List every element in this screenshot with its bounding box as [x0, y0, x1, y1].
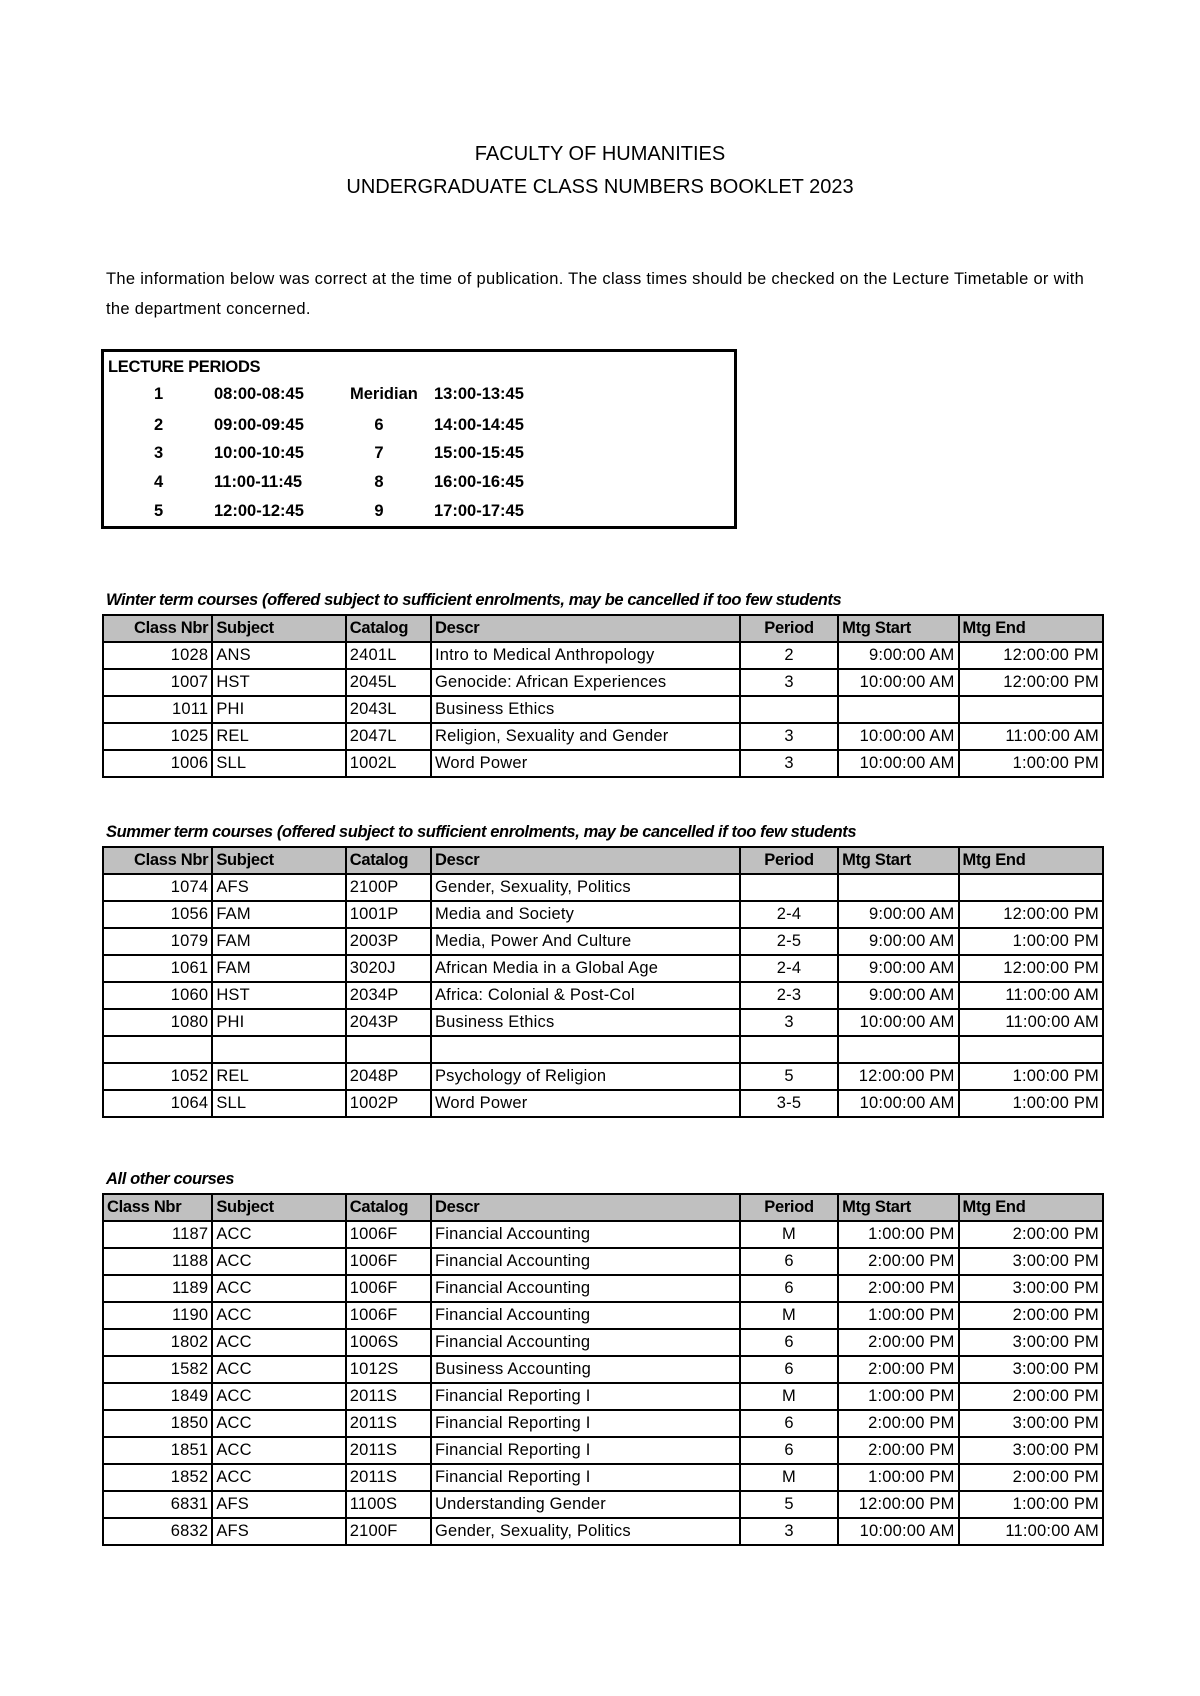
- cell-period: 2-4: [740, 955, 838, 982]
- cell-descr: Word Power: [431, 750, 740, 777]
- cell-catalog: 2043L: [346, 696, 431, 723]
- column-header-start: Mtg Start: [838, 1194, 958, 1221]
- summer-section-title: Summer term courses (offered subject to sufficient enrolments, may be cancelled if too few students: [106, 823, 857, 841]
- cell-catalog: 2011S: [346, 1437, 431, 1464]
- period-time: 12:00-12:45: [214, 502, 304, 520]
- cell-end: 12:00:00 PM: [959, 642, 1103, 669]
- cell-start: 9:00:00 AM: [838, 901, 958, 928]
- cell-end: 2:00:00 PM: [959, 1464, 1103, 1491]
- other-courses-table: [102, 1193, 1104, 1546]
- cell-end: 12:00:00 PM: [959, 955, 1103, 982]
- cell-catalog: 1006F: [346, 1302, 431, 1329]
- cell-subject: FAM: [212, 928, 345, 955]
- cell-nbr: 1080: [103, 1009, 212, 1036]
- cell-catalog: 1006S: [346, 1329, 431, 1356]
- cell-catalog: 1006F: [346, 1275, 431, 1302]
- cell-start: 2:00:00 PM: [838, 1410, 958, 1437]
- cell-subject: AFS: [212, 1491, 345, 1518]
- cell-subject: HST: [212, 669, 345, 696]
- cell-catalog: 2043P: [346, 1009, 431, 1036]
- cell-catalog: 1002L: [346, 750, 431, 777]
- cell-end: 11:00:00 AM: [959, 723, 1103, 750]
- cell-nbr: 1188: [103, 1248, 212, 1275]
- period-number: 1: [154, 385, 164, 403]
- table-row: [103, 1221, 1103, 1248]
- table-row: [103, 1383, 1103, 1410]
- cell-end: 1:00:00 PM: [959, 928, 1103, 955]
- column-header-nbr: Class Nbr: [103, 615, 212, 642]
- column-header-descr: Descr: [431, 615, 740, 642]
- cell-period: [740, 1036, 838, 1063]
- table-row: [103, 1437, 1103, 1464]
- table-row: [103, 1275, 1103, 1302]
- column-header-nbr: Class Nbr: [103, 1194, 212, 1221]
- cell-descr: African Media in a Global Age: [431, 955, 740, 982]
- cell-nbr: 1849: [103, 1383, 212, 1410]
- cell-period: 6: [740, 1329, 838, 1356]
- cell-subject: PHI: [212, 1009, 345, 1036]
- column-header-descr: Descr: [431, 1194, 740, 1221]
- cell-end: 3:00:00 PM: [959, 1248, 1103, 1275]
- cell-descr: Financial Reporting I: [431, 1383, 740, 1410]
- cell-start: 2:00:00 PM: [838, 1275, 958, 1302]
- table-row: [103, 1248, 1103, 1275]
- cell-catalog: 2045L: [346, 669, 431, 696]
- cell-descr: Psychology of Religion: [431, 1063, 740, 1090]
- period-time: 13:00-13:45: [434, 385, 524, 403]
- cell-start: 2:00:00 PM: [838, 1329, 958, 1356]
- cell-period: 6: [740, 1437, 838, 1464]
- column-header-catalog: Catalog: [346, 1194, 431, 1221]
- cell-end: 2:00:00 PM: [959, 1302, 1103, 1329]
- cell-catalog: [346, 1036, 431, 1063]
- lecture-period-row: [104, 473, 734, 497]
- table-row: [103, 874, 1103, 901]
- cell-nbr: 1064: [103, 1090, 212, 1117]
- table-row: [103, 982, 1103, 1009]
- cell-descr: Religion, Sexuality and Gender: [431, 723, 740, 750]
- cell-start: 1:00:00 PM: [838, 1464, 958, 1491]
- cell-period: 2-3: [740, 982, 838, 1009]
- intro-text: The information below was correct at the time of publication. The class times should be checked on the Lecture Timetable or with the department concerned.: [106, 270, 1085, 318]
- cell-subject: ACC: [212, 1356, 345, 1383]
- cell-start: 1:00:00 PM: [838, 1302, 958, 1329]
- cell-nbr: 1851: [103, 1437, 212, 1464]
- cell-start: 10:00:00 AM: [838, 723, 958, 750]
- cell-period: M: [740, 1302, 838, 1329]
- cell-nbr: 1852: [103, 1464, 212, 1491]
- cell-end: 12:00:00 PM: [959, 901, 1103, 928]
- period-number: 9: [374, 502, 384, 520]
- cell-catalog: 1006F: [346, 1248, 431, 1275]
- column-header-catalog: Catalog: [346, 615, 431, 642]
- cell-subject: AFS: [212, 1518, 345, 1545]
- cell-period: 3: [740, 669, 838, 696]
- cell-end: 11:00:00 AM: [959, 982, 1103, 1009]
- lecture-period-row: [104, 444, 734, 468]
- cell-catalog: 3020J: [346, 955, 431, 982]
- cell-end: 1:00:00 PM: [959, 1063, 1103, 1090]
- cell-period: [740, 874, 838, 901]
- cell-nbr: 1582: [103, 1356, 212, 1383]
- cell-subject: [212, 1036, 345, 1063]
- cell-start: 2:00:00 PM: [838, 1248, 958, 1275]
- cell-nbr: 1006: [103, 750, 212, 777]
- lecture-period-row: [104, 502, 734, 526]
- period-time: 14:00-14:45: [434, 416, 524, 434]
- cell-descr: Gender, Sexuality, Politics: [431, 874, 740, 901]
- cell-end: 1:00:00 PM: [959, 750, 1103, 777]
- column-header-end: Mtg End: [959, 847, 1103, 874]
- cell-catalog: 2048P: [346, 1063, 431, 1090]
- cell-descr: Financial Accounting: [431, 1302, 740, 1329]
- cell-descr: Understanding Gender: [431, 1491, 740, 1518]
- table-row: [103, 928, 1103, 955]
- cell-end: 3:00:00 PM: [959, 1437, 1103, 1464]
- cell-start: 9:00:00 AM: [838, 955, 958, 982]
- cell-nbr: 1079: [103, 928, 212, 955]
- column-header-start: Mtg Start: [838, 615, 958, 642]
- cell-catalog: 2034P: [346, 982, 431, 1009]
- cell-catalog: 2100P: [346, 874, 431, 901]
- table-row: [103, 1329, 1103, 1356]
- table-row: [103, 901, 1103, 928]
- table-row: [103, 723, 1103, 750]
- cell-descr: Word Power: [431, 1090, 740, 1117]
- cell-catalog: 2011S: [346, 1464, 431, 1491]
- cell-catalog: 1012S: [346, 1356, 431, 1383]
- cell-catalog: 2011S: [346, 1383, 431, 1410]
- cell-descr: Financial Reporting I: [431, 1437, 740, 1464]
- cell-end: 3:00:00 PM: [959, 1329, 1103, 1356]
- table-row: [103, 1063, 1103, 1090]
- cell-end: 11:00:00 AM: [959, 1009, 1103, 1036]
- cell-subject: ACC: [212, 1464, 345, 1491]
- cell-start: [838, 874, 958, 901]
- cell-period: 2-5: [740, 928, 838, 955]
- cell-end: 11:00:00 AM: [959, 1518, 1103, 1545]
- table-row: [103, 955, 1103, 982]
- page-title: FACULTY OF HUMANITIES: [474, 143, 726, 165]
- cell-start: 9:00:00 AM: [838, 982, 958, 1009]
- table-row: [103, 1464, 1103, 1491]
- cell-catalog: 1100S: [346, 1491, 431, 1518]
- cell-end: 1:00:00 PM: [959, 1090, 1103, 1117]
- other-section-title: All other courses: [106, 1170, 234, 1188]
- column-header-nbr: Class Nbr: [103, 847, 212, 874]
- cell-start: 9:00:00 AM: [838, 642, 958, 669]
- period-number: Meridian: [350, 385, 418, 403]
- cell-subject: HST: [212, 982, 345, 1009]
- cell-period: 6: [740, 1275, 838, 1302]
- cell-end: [959, 874, 1103, 901]
- cell-catalog: 2003P: [346, 928, 431, 955]
- cell-descr: Financial Accounting: [431, 1221, 740, 1248]
- table-header-row: [103, 615, 1103, 642]
- column-header-period: Period: [740, 847, 838, 874]
- cell-subject: ACC: [212, 1275, 345, 1302]
- cell-nbr: 1189: [103, 1275, 212, 1302]
- cell-period: 5: [740, 1491, 838, 1518]
- cell-nbr: 6831: [103, 1491, 212, 1518]
- cell-start: 9:00:00 AM: [838, 928, 958, 955]
- cell-period: 5: [740, 1063, 838, 1090]
- table-row: [103, 1009, 1103, 1036]
- table-row: [103, 750, 1103, 777]
- cell-nbr: 1052: [103, 1063, 212, 1090]
- cell-period: 6: [740, 1248, 838, 1275]
- table-row: [103, 1410, 1103, 1437]
- cell-period: 3: [740, 723, 838, 750]
- period-time: 15:00-15:45: [434, 444, 524, 462]
- cell-catalog: 1001P: [346, 901, 431, 928]
- period-number: 2: [154, 416, 164, 434]
- period-time: 08:00-08:45: [214, 385, 304, 403]
- cell-period: M: [740, 1383, 838, 1410]
- cell-start: 2:00:00 PM: [838, 1437, 958, 1464]
- table-header-row: [103, 1194, 1103, 1221]
- cell-start: 10:00:00 AM: [838, 1090, 958, 1117]
- period-number: 6: [374, 416, 384, 434]
- cell-subject: ACC: [212, 1221, 345, 1248]
- cell-end: 1:00:00 PM: [959, 1491, 1103, 1518]
- cell-descr: Financial Reporting I: [431, 1410, 740, 1437]
- cell-subject: SLL: [212, 750, 345, 777]
- cell-subject: PHI: [212, 696, 345, 723]
- cell-nbr: 6832: [103, 1518, 212, 1545]
- cell-subject: ACC: [212, 1410, 345, 1437]
- cell-period: 3: [740, 1518, 838, 1545]
- cell-descr: Financial Reporting I: [431, 1464, 740, 1491]
- cell-end: 3:00:00 PM: [959, 1410, 1103, 1437]
- cell-nbr: 1025: [103, 723, 212, 750]
- table-row: [103, 1036, 1103, 1063]
- column-header-end: Mtg End: [959, 615, 1103, 642]
- cell-catalog: 2011S: [346, 1410, 431, 1437]
- column-header-catalog: Catalog: [346, 847, 431, 874]
- cell-subject: FAM: [212, 901, 345, 928]
- period-number: 3: [154, 444, 164, 462]
- cell-catalog: 2100F: [346, 1518, 431, 1545]
- cell-end: 2:00:00 PM: [959, 1221, 1103, 1248]
- cell-subject: REL: [212, 1063, 345, 1090]
- column-header-subject: Subject: [212, 615, 345, 642]
- column-header-subject: Subject: [212, 847, 345, 874]
- cell-end: 3:00:00 PM: [959, 1275, 1103, 1302]
- cell-period: [740, 696, 838, 723]
- table-row: [103, 1356, 1103, 1383]
- cell-start: 1:00:00 PM: [838, 1221, 958, 1248]
- lecture-periods-title: LECTURE PERIODS: [108, 358, 261, 376]
- cell-subject: ANS: [212, 642, 345, 669]
- cell-end: 3:00:00 PM: [959, 1356, 1103, 1383]
- cell-start: [838, 1036, 958, 1063]
- table-row: [103, 1491, 1103, 1518]
- cell-end: [959, 696, 1103, 723]
- cell-subject: FAM: [212, 955, 345, 982]
- cell-descr: Financial Accounting: [431, 1329, 740, 1356]
- period-time: 11:00-11:45: [214, 473, 303, 491]
- cell-descr: Genocide: African Experiences: [431, 669, 740, 696]
- cell-start: [838, 696, 958, 723]
- winter-section-title: Winter term courses (offered subject to sufficient enrolments, may be cancelled if too few students: [106, 591, 842, 609]
- column-header-end: Mtg End: [959, 1194, 1103, 1221]
- cell-subject: REL: [212, 723, 345, 750]
- cell-start: 12:00:00 PM: [838, 1063, 958, 1090]
- cell-start: 10:00:00 AM: [838, 750, 958, 777]
- table-row: [103, 1090, 1103, 1117]
- column-header-start: Mtg Start: [838, 847, 958, 874]
- cell-start: 10:00:00 AM: [838, 1009, 958, 1036]
- period-number: 7: [374, 444, 384, 462]
- period-time: 17:00-17:45: [434, 502, 524, 520]
- column-header-descr: Descr: [431, 847, 740, 874]
- cell-start: 10:00:00 AM: [838, 1518, 958, 1545]
- cell-nbr: [103, 1036, 212, 1063]
- cell-period: 3-5: [740, 1090, 838, 1117]
- cell-subject: ACC: [212, 1329, 345, 1356]
- cell-end: 12:00:00 PM: [959, 669, 1103, 696]
- table-row: [103, 1302, 1103, 1329]
- period-number: 4: [154, 473, 164, 491]
- period-time: 09:00-09:45: [214, 416, 304, 434]
- cell-subject: SLL: [212, 1090, 345, 1117]
- cell-period: 6: [740, 1356, 838, 1383]
- cell-descr: Africa: Colonial & Post-Col: [431, 982, 740, 1009]
- lecture-period-row: [104, 416, 734, 440]
- table-header-row: [103, 847, 1103, 874]
- summer-courses-table: [102, 846, 1104, 1118]
- cell-catalog: 2401L: [346, 642, 431, 669]
- winter-courses-table: [102, 614, 1104, 778]
- cell-period: 3: [740, 1009, 838, 1036]
- cell-catalog: 1002P: [346, 1090, 431, 1117]
- period-number: 8: [374, 473, 384, 491]
- column-header-subject: Subject: [212, 1194, 345, 1221]
- cell-descr: Gender, Sexuality, Politics: [431, 1518, 740, 1545]
- cell-nbr: 1187: [103, 1221, 212, 1248]
- cell-period: M: [740, 1464, 838, 1491]
- period-number: 5: [154, 502, 164, 520]
- period-time: 16:00-16:45: [434, 473, 524, 491]
- cell-period: 2: [740, 642, 838, 669]
- table-row: [103, 669, 1103, 696]
- cell-catalog: 1006F: [346, 1221, 431, 1248]
- cell-period: 2-4: [740, 901, 838, 928]
- cell-nbr: 1028: [103, 642, 212, 669]
- cell-subject: ACC: [212, 1437, 345, 1464]
- cell-start: 12:00:00 PM: [838, 1491, 958, 1518]
- cell-start: 1:00:00 PM: [838, 1383, 958, 1410]
- cell-period: M: [740, 1221, 838, 1248]
- column-header-period: Period: [740, 615, 838, 642]
- cell-descr: Financial Accounting: [431, 1248, 740, 1275]
- column-header-period: Period: [740, 1194, 838, 1221]
- cell-nbr: 1007: [103, 669, 212, 696]
- cell-nbr: 1056: [103, 901, 212, 928]
- cell-catalog: 2047L: [346, 723, 431, 750]
- cell-period: 6: [740, 1410, 838, 1437]
- table-row: [103, 696, 1103, 723]
- table-row: [103, 642, 1103, 669]
- cell-descr: Business Ethics: [431, 1009, 740, 1036]
- cell-end: [959, 1036, 1103, 1063]
- cell-subject: ACC: [212, 1302, 345, 1329]
- lecture-period-row: [104, 385, 734, 409]
- cell-descr: Business Ethics: [431, 696, 740, 723]
- cell-end: 2:00:00 PM: [959, 1383, 1103, 1410]
- cell-descr: [431, 1036, 740, 1063]
- cell-descr: Media and Society: [431, 901, 740, 928]
- cell-nbr: 1850: [103, 1410, 212, 1437]
- cell-subject: ACC: [212, 1248, 345, 1275]
- lecture-periods-box: [101, 349, 737, 529]
- cell-descr: Business Accounting: [431, 1356, 740, 1383]
- cell-subject: AFS: [212, 874, 345, 901]
- cell-start: 10:00:00 AM: [838, 669, 958, 696]
- table-row: [103, 1518, 1103, 1545]
- cell-nbr: 1060: [103, 982, 212, 1009]
- cell-nbr: 1061: [103, 955, 212, 982]
- cell-nbr: 1074: [103, 874, 212, 901]
- cell-nbr: 1011: [103, 696, 212, 723]
- cell-nbr: 1802: [103, 1329, 212, 1356]
- cell-start: 2:00:00 PM: [838, 1356, 958, 1383]
- cell-nbr: 1190: [103, 1302, 212, 1329]
- page-subtitle: UNDERGRADUATE CLASS NUMBERS BOOKLET 2023: [346, 176, 854, 198]
- cell-period: 3: [740, 750, 838, 777]
- period-time: 10:00-10:45: [214, 444, 304, 462]
- cell-subject: ACC: [212, 1383, 345, 1410]
- cell-descr: Intro to Medical Anthropology: [431, 642, 740, 669]
- cell-descr: Financial Accounting: [431, 1275, 740, 1302]
- cell-descr: Media, Power And Culture: [431, 928, 740, 955]
